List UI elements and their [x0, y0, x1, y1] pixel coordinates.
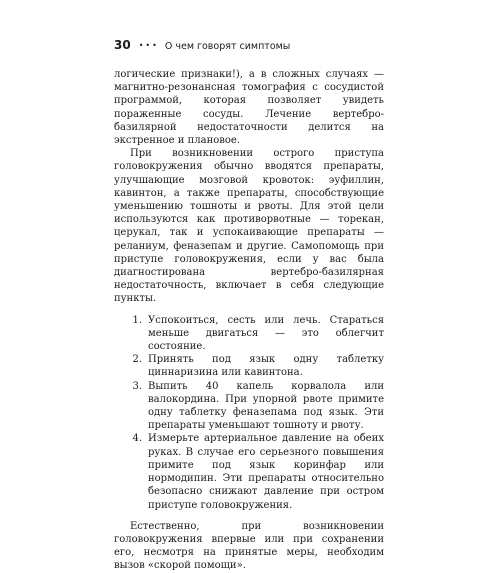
- list-item: [114, 353, 384, 379]
- list-item: [114, 380, 384, 433]
- list-item: [114, 432, 384, 511]
- list-item-number: 1.: [132, 314, 142, 326]
- running-title: О чем говорят симптомы: [164, 41, 291, 52]
- page-number: 30: [114, 38, 131, 52]
- self-help-steps-list: [114, 314, 384, 512]
- paragraph-closing: Естественно, при возникновении головокружения впервые или при сохранении его, несмотря на принятые меры, необходим вызов «скорой помощи».: [114, 520, 384, 572]
- list-item-text: Измерьте артериальное давление на обеих руках. В случае его серьезного повышения примите под язык коринфар или нормодипин. Эти препараты относительно безопасно снижают давление при остром приступе головокружения.: [148, 433, 384, 511]
- list-item-text: Принять под язык одну таблетку циннаризина или кавинтона.: [148, 354, 384, 379]
- page-header: [114, 38, 500, 56]
- list-item-number: 2.: [132, 354, 142, 366]
- list-item-text: Выпить 40 капель корвалола или валокордина. При упорной рвоте примите одну таблетку феназепама под язык. Эти препараты уменьшают тошноту и рвоту.: [148, 380, 384, 432]
- paragraph-continuation: логические признаки!), а в сложных случаях — магнитно-резонансная томография с сосудистой программой, которая позволяет увидеть пораженные сосуды. Лечение вертебро-базилярной недостаточности делится на экстренное и плановое.: [114, 69, 384, 147]
- paragraph-treatment: При возникновении острого приступа головокружения обычно вводятся препараты, улучшающие мозговой кровоток: эуфиллин, кавинтон, а также препараты, способствующие уменьшению тошноты и рвоты. Для этой цели используются как противорвотные — торекан, церукал, так и успокаивающие препараты — реланиум, феназепам и другие. Самопомощь при приступе головокружения, если у вас была диагностирована вертебро-базилярная недостаточность, включает в себя следующие пункты.: [114, 148, 384, 305]
- list-item-number: 3.: [132, 380, 142, 392]
- body-text: [114, 68, 384, 573]
- list-item-text: Успокоиться, сесть или лечь. Стараться меньше двигаться — это облегчит состояние.: [148, 314, 384, 353]
- list-item: [114, 314, 384, 354]
- header-dots: •••: [138, 41, 159, 50]
- list-item-number: 4.: [132, 433, 142, 445]
